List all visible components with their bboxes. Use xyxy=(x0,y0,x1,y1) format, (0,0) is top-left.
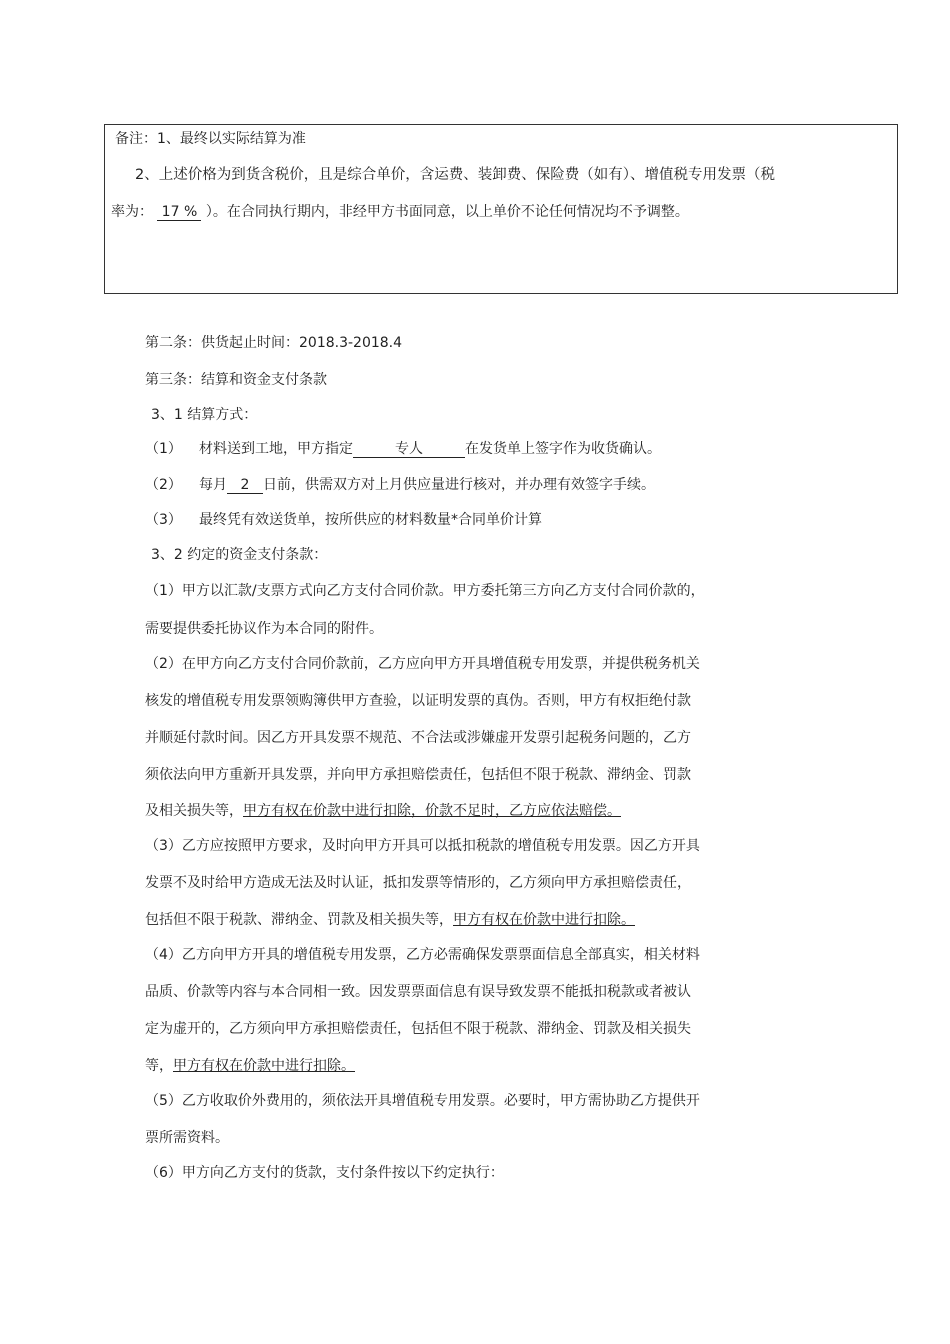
payment-p4-line-2: 品质、价款等内容与本合同相一致。因发票票面信息有误导致发票不能抵扣税款或者被认 xyxy=(145,984,691,1000)
settlement-item-1-suffix: 在发货单上签字作为收货确认。 xyxy=(465,441,661,457)
payment-p4-deduction-clause: 甲方有权在价款中进行扣除。 xyxy=(173,1058,355,1074)
payment-p1-line-2: 需要提供委托协议作为本合同的附件。 xyxy=(145,621,383,637)
tax-rate-blank xyxy=(157,204,201,221)
article-2: 第二条：供货起止时间：2018.3-2018.4 xyxy=(145,335,403,351)
payment-p2-line-4: 须依法向甲方重新开具发票，并向甲方承担赔偿责任，包括但不限于税款、滞纳金、罚款 xyxy=(145,767,691,783)
remarks-line-3 xyxy=(111,202,689,222)
settlement-item-1 xyxy=(145,439,661,459)
payment-p4-last-plain: 等， xyxy=(145,1058,173,1074)
monthly-day-blank: 2 xyxy=(227,477,263,494)
settlement-item-2 xyxy=(145,475,655,495)
designated-person-blank: 专人 xyxy=(353,441,465,458)
payment-p5-line-1: （5）乙方收取价外费用的，须依法开具增值税专用发票。必要时，甲方需协助乙方提供开 xyxy=(145,1093,700,1109)
tax-rate-unit: % xyxy=(183,204,198,220)
settlement-item-3-text: 最终凭有效送货单，按所供应的材料数量*合同单价计算 xyxy=(199,512,542,528)
article-3: 第三条：结算和资金支付条款 xyxy=(145,372,327,388)
remarks-line-3-suffix: ）。在合同执行期内，非经甲方书面同意，以上单价不论任何情况均不予调整。 xyxy=(205,204,689,220)
payment-p4-line-4 xyxy=(145,1056,355,1076)
payment-p2-line-3: 并顺延付款时间。因乙方开具发票不规范、不合法或涉嫌虚开发票引起税务问题的，乙方 xyxy=(145,730,691,746)
settlement-item-3-num: （3） xyxy=(145,512,182,528)
payment-p3-last-plain: 包括但不限于税款、滞纳金、罚款及相关损失等， xyxy=(145,912,453,928)
remarks-line-1: 备注：1、最终以实际结算为准 xyxy=(115,131,306,147)
remarks-line-3-prefix: 率为： xyxy=(111,204,153,220)
payment-p4-line-3: 定为虚开的，乙方须向甲方承担赔偿责任，包括但不限于税款、滞纳金、罚款及相关损失 xyxy=(145,1021,691,1037)
payment-p6: （6）甲方向乙方支付的货款，支付条件按以下约定执行： xyxy=(145,1165,504,1181)
remarks-box xyxy=(104,124,898,294)
remarks-line-2: 2、上述价格为到货含税价，且是综合单价，含运费、装卸费、保险费（如有）、增值税专用发票（税 xyxy=(135,167,775,183)
section-3-1-title: 3、1 结算方式： xyxy=(151,407,258,423)
payment-p3-line-3 xyxy=(145,910,635,930)
payment-p2-deduction-clause: 甲方有权在价款中进行扣除，价款不足时，乙方应依法赔偿。 xyxy=(243,803,621,819)
payment-p5-line-2: 票所需资料。 xyxy=(145,1130,229,1146)
payment-p3-line-1: （3）乙方应按照甲方要求，及时向甲方开具可以抵扣税款的增值税专用发票。因乙方开具 xyxy=(145,838,700,854)
payment-p2-last-plain: 及相关损失等， xyxy=(145,803,243,819)
payment-p3-deduction-clause: 甲方有权在价款中进行扣除。 xyxy=(453,912,635,928)
section-3-2-title: 3、2 约定的资金支付条款： xyxy=(151,547,328,563)
payment-p2-line-2: 核发的增值税专用发票领购簿供甲方查验，以证明发票的真伪。否则，甲方有权拒绝付款 xyxy=(145,693,691,709)
settlement-item-2-prefix: 每月 xyxy=(199,477,227,493)
settlement-item-3 xyxy=(145,510,542,530)
payment-p3-line-2: 发票不及时给甲方造成无法及时认证，抵扣发票等情形的，乙方须向甲方承担赔偿责任， xyxy=(145,875,691,891)
payment-p2-line-1: （2）在甲方向乙方支付合同价款前，乙方应向甲方开具增值税专用发票，并提供税务机关 xyxy=(145,656,700,672)
payment-p2-line-5 xyxy=(145,801,621,821)
settlement-item-2-num: （2） xyxy=(145,477,182,493)
payment-p4-line-1: （4）乙方向甲方开具的增值税专用发票，乙方必需确保发票票面信息全部真实，相关材料 xyxy=(145,947,700,963)
payment-p1-line-1: （1）甲方以汇款/支票方式向乙方支付合同价款。甲方委托第三方向乙方支付合同价款的， xyxy=(145,583,705,599)
tax-rate-value: 17 xyxy=(161,204,180,220)
settlement-item-1-num: （1） xyxy=(145,441,182,457)
settlement-item-2-suffix: 日前，供需双方对上月供应量进行核对，并办理有效签字手续。 xyxy=(263,477,655,493)
settlement-item-1-prefix: 材料送到工地，甲方指定 xyxy=(199,441,353,457)
